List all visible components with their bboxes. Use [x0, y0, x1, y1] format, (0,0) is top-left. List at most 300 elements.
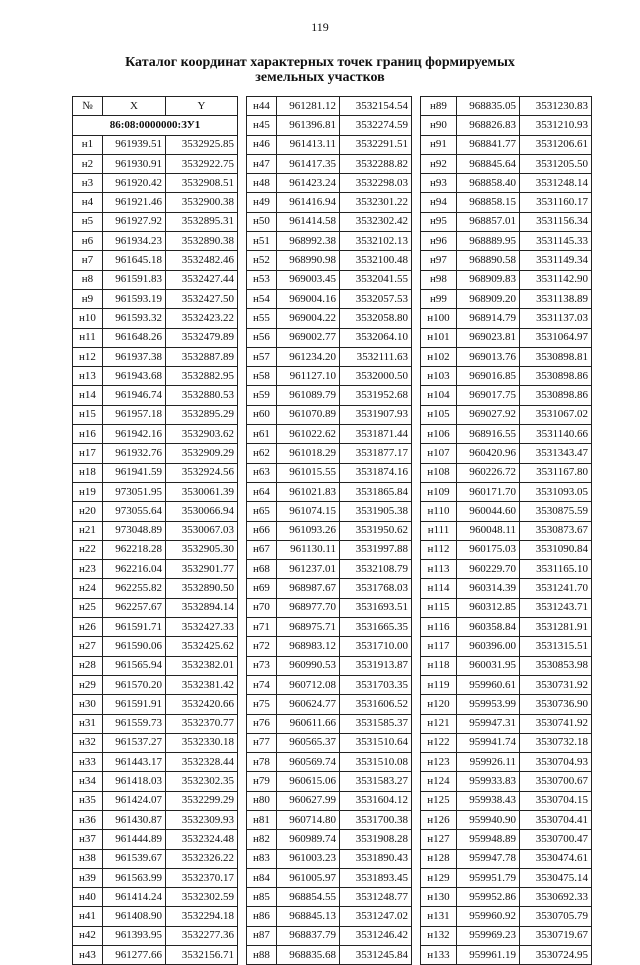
point-number: н73: [247, 656, 277, 675]
y-value: 3530061.39: [166, 482, 238, 501]
y-value: 3531248.14: [520, 174, 592, 193]
y-value: 3532420.66: [166, 695, 238, 714]
point-number: н79: [247, 772, 277, 791]
y-value: 3530724.95: [520, 946, 592, 965]
x-value: 961424.07: [103, 791, 166, 810]
y-value: 3531090.84: [520, 540, 592, 559]
title-line-1: Каталог координат характерных точек границ формируемых: [125, 55, 515, 70]
table-row: [421, 174, 592, 193]
y-value: 3532058.80: [340, 309, 412, 328]
y-value: 3531205.50: [520, 154, 592, 173]
table-row: [421, 907, 592, 926]
y-value: 3532277.36: [166, 926, 238, 945]
table-row: [73, 888, 238, 907]
table-row: [421, 888, 592, 907]
point-number: н45: [247, 116, 277, 135]
x-value: 960714.80: [277, 810, 340, 829]
point-number: н110: [421, 502, 457, 521]
table-row: [247, 174, 412, 193]
x-value: 961591.71: [103, 618, 166, 637]
x-value: 968858.40: [457, 174, 520, 193]
y-value: 3531890.43: [340, 849, 412, 868]
point-number: н70: [247, 598, 277, 617]
table-row: [421, 116, 592, 135]
x-value: 961005.97: [277, 868, 340, 887]
y-value: 3532909.29: [166, 444, 238, 463]
point-number: н24: [73, 579, 103, 598]
y-value: 3531877.17: [340, 444, 412, 463]
point-number: н58: [247, 367, 277, 386]
y-value: 3532330.18: [166, 733, 238, 752]
y-value: 3530719.67: [520, 926, 592, 945]
point-number: н18: [73, 463, 103, 482]
x-value: 961396.81: [277, 116, 340, 135]
table-row: [421, 309, 592, 328]
table-row: [247, 367, 412, 386]
point-number: н2: [73, 154, 103, 173]
y-value: 3530898.86: [520, 386, 592, 405]
x-value: 961022.62: [277, 425, 340, 444]
y-value: 3532370.17: [166, 868, 238, 887]
x-value: 961927.92: [103, 212, 166, 231]
table-row: [73, 695, 238, 714]
x-value: 961015.55: [277, 463, 340, 482]
table-row: [247, 116, 412, 135]
table-row: [421, 733, 592, 752]
x-value: 961946.74: [103, 386, 166, 405]
x-value: 961570.20: [103, 675, 166, 694]
point-number: н108: [421, 463, 457, 482]
x-value: 959947.78: [457, 849, 520, 868]
point-number: н44: [247, 97, 277, 116]
y-value: 3531510.08: [340, 753, 412, 772]
point-number: н63: [247, 463, 277, 482]
table-row: [73, 946, 238, 965]
y-value: 3532324.48: [166, 830, 238, 849]
y-value: 3531703.35: [340, 675, 412, 694]
x-value: 969027.92: [457, 405, 520, 424]
table-row: [421, 656, 592, 675]
x-value: 961559.73: [103, 714, 166, 733]
x-value: 961089.79: [277, 386, 340, 405]
x-value: 961414.58: [277, 212, 340, 231]
x-value: 969004.22: [277, 309, 340, 328]
x-value: 959948.89: [457, 830, 520, 849]
point-number: н77: [247, 733, 277, 752]
point-number: н34: [73, 772, 103, 791]
y-value: 3530700.67: [520, 772, 592, 791]
y-value: 3531997.88: [340, 540, 412, 559]
point-number: н19: [73, 482, 103, 501]
table-row: [247, 675, 412, 694]
point-number: н52: [247, 251, 277, 270]
y-value: 3532111.63: [340, 347, 412, 366]
x-value: 961920.42: [103, 174, 166, 193]
table-row: [247, 946, 412, 965]
table-row: [421, 946, 592, 965]
table-row: [421, 289, 592, 308]
y-value: 3531604.12: [340, 791, 412, 810]
x-value: 961943.68: [103, 367, 166, 386]
header-no: №: [73, 97, 103, 116]
point-number: н64: [247, 482, 277, 501]
x-value: 968841.77: [457, 135, 520, 154]
x-value: 959940.90: [457, 810, 520, 829]
table-row: [73, 135, 238, 154]
table-row: [73, 521, 238, 540]
y-value: 3532102.13: [340, 232, 412, 251]
table-row: [421, 193, 592, 212]
table-row: [73, 560, 238, 579]
table-body-1: [73, 116, 238, 965]
y-value: 3531165.10: [520, 560, 592, 579]
table-row: [421, 695, 592, 714]
y-value: 3532895.29: [166, 405, 238, 424]
y-value: 3532156.71: [166, 946, 238, 965]
x-value: 961408.90: [103, 907, 166, 926]
group-row: [73, 116, 238, 135]
x-value: 959933.83: [457, 772, 520, 791]
point-number: н49: [247, 193, 277, 212]
point-number: н92: [421, 154, 457, 173]
table-row: [421, 386, 592, 405]
point-number: н8: [73, 270, 103, 289]
y-value: 3531248.77: [340, 888, 412, 907]
point-number: н105: [421, 405, 457, 424]
y-value: 3532154.54: [340, 97, 412, 116]
x-value: 960627.99: [277, 791, 340, 810]
y-value: 3531343.47: [520, 444, 592, 463]
point-number: н38: [73, 849, 103, 868]
table-row: [73, 753, 238, 772]
y-value: 3531243.71: [520, 598, 592, 617]
y-value: 3531893.45: [340, 868, 412, 887]
table-row: [247, 753, 412, 772]
table-row: [247, 579, 412, 598]
table-row: [421, 482, 592, 501]
point-number: н126: [421, 810, 457, 829]
y-value: 3532890.50: [166, 579, 238, 598]
y-value: 3532900.38: [166, 193, 238, 212]
y-value: 3531167.80: [520, 463, 592, 482]
y-value: 3532291.51: [340, 135, 412, 154]
y-value: 3532479.89: [166, 328, 238, 347]
table-row: [421, 560, 592, 579]
coordinates-table-2: [246, 96, 412, 965]
x-value: 968975.71: [277, 618, 340, 637]
x-value: 960624.77: [277, 695, 340, 714]
x-value: 959941.74: [457, 733, 520, 752]
table-row: [421, 598, 592, 617]
y-value: 3531865.84: [340, 482, 412, 501]
x-value: 962218.28: [103, 540, 166, 559]
x-value: 968909.83: [457, 270, 520, 289]
table-row: [73, 656, 238, 675]
point-number: н66: [247, 521, 277, 540]
x-value: 968845.13: [277, 907, 340, 926]
table-row: [421, 328, 592, 347]
x-value: 962255.82: [103, 579, 166, 598]
y-value: 3532427.50: [166, 289, 238, 308]
point-number: н119: [421, 675, 457, 694]
y-value: 3531067.02: [520, 405, 592, 424]
table-row: [421, 868, 592, 887]
y-value: 3532925.85: [166, 135, 238, 154]
point-number: н130: [421, 888, 457, 907]
table-row: [247, 463, 412, 482]
header-x: X: [103, 97, 166, 116]
table-row: [73, 637, 238, 656]
x-value: 960990.53: [277, 656, 340, 675]
table-header-row: [73, 97, 238, 116]
point-number: н28: [73, 656, 103, 675]
table-row: [247, 714, 412, 733]
y-value: 3532000.50: [340, 367, 412, 386]
x-value: 959926.11: [457, 753, 520, 772]
point-number: н14: [73, 386, 103, 405]
point-number: н69: [247, 579, 277, 598]
y-value: 3532905.30: [166, 540, 238, 559]
point-number: н82: [247, 830, 277, 849]
x-value: 961237.01: [277, 560, 340, 579]
x-value: 960611.66: [277, 714, 340, 733]
table-row: [247, 444, 412, 463]
y-value: 3530732.18: [520, 733, 592, 752]
y-value: 3532370.77: [166, 714, 238, 733]
x-value: 969013.76: [457, 347, 520, 366]
x-value: 968916.55: [457, 425, 520, 444]
point-number: н86: [247, 907, 277, 926]
y-value: 3531093.05: [520, 482, 592, 501]
x-value: 961942.16: [103, 425, 166, 444]
x-value: 961430.87: [103, 810, 166, 829]
x-value: 960226.72: [457, 463, 520, 482]
table-row: [421, 270, 592, 289]
table-row: [421, 521, 592, 540]
point-number: н84: [247, 868, 277, 887]
table-row: [73, 618, 238, 637]
y-value: 3531137.03: [520, 309, 592, 328]
y-value: 3532326.22: [166, 849, 238, 868]
x-value: 968845.64: [457, 154, 520, 173]
x-value: 959953.99: [457, 695, 520, 714]
x-value: 960229.70: [457, 560, 520, 579]
table-row: [73, 830, 238, 849]
point-number: н122: [421, 733, 457, 752]
table-row: [73, 444, 238, 463]
x-value: 961648.26: [103, 328, 166, 347]
x-value: 960358.84: [457, 618, 520, 637]
x-value: 960396.00: [457, 637, 520, 656]
point-number: н72: [247, 637, 277, 656]
point-number: н75: [247, 695, 277, 714]
y-value: 3532427.44: [166, 270, 238, 289]
table-row: [247, 695, 412, 714]
y-value: 3530705.79: [520, 907, 592, 926]
table-row: [247, 849, 412, 868]
x-value: 959951.79: [457, 868, 520, 887]
table-row: [421, 540, 592, 559]
y-value: 3531871.44: [340, 425, 412, 444]
point-number: н74: [247, 675, 277, 694]
y-value: 3532895.31: [166, 212, 238, 231]
y-value: 3532302.59: [166, 888, 238, 907]
table-row: [421, 618, 592, 637]
x-value: 968858.15: [457, 193, 520, 212]
x-value: 962216.04: [103, 560, 166, 579]
y-value: 3532423.22: [166, 309, 238, 328]
y-value: 3531585.37: [340, 714, 412, 733]
y-value: 3531950.62: [340, 521, 412, 540]
point-number: н90: [421, 116, 457, 135]
y-value: 3532064.10: [340, 328, 412, 347]
y-value: 3531241.70: [520, 579, 592, 598]
point-number: н30: [73, 695, 103, 714]
table-row: [421, 675, 592, 694]
table-row: [73, 482, 238, 501]
x-value: 961423.24: [277, 174, 340, 193]
y-value: 3532887.89: [166, 347, 238, 366]
point-number: н46: [247, 135, 277, 154]
y-value: 3530692.33: [520, 888, 592, 907]
point-number: н101: [421, 328, 457, 347]
point-number: н42: [73, 926, 103, 945]
point-number: н129: [421, 868, 457, 887]
table-row: [73, 270, 238, 289]
table-row: [73, 772, 238, 791]
point-number: н107: [421, 444, 457, 463]
x-value: 969023.81: [457, 328, 520, 347]
x-value: 969017.75: [457, 386, 520, 405]
point-number: н120: [421, 695, 457, 714]
x-value: 961921.46: [103, 193, 166, 212]
x-value: 960175.03: [457, 540, 520, 559]
y-value: 3532309.93: [166, 810, 238, 829]
point-number: н127: [421, 830, 457, 849]
y-value: 3530736.90: [520, 695, 592, 714]
point-number: н133: [421, 946, 457, 965]
table-row: [421, 212, 592, 231]
y-value: 3532299.29: [166, 791, 238, 810]
point-number: н1: [73, 135, 103, 154]
x-value: 968890.58: [457, 251, 520, 270]
point-number: н48: [247, 174, 277, 193]
x-value: 961443.17: [103, 753, 166, 772]
table-row: [421, 926, 592, 945]
table-row: [421, 97, 592, 116]
table-row: [247, 733, 412, 752]
y-value: 3530475.14: [520, 868, 592, 887]
point-number: н99: [421, 289, 457, 308]
y-value: 3530898.81: [520, 347, 592, 366]
y-value: 3531140.66: [520, 425, 592, 444]
table-row: [247, 907, 412, 926]
point-number: н35: [73, 791, 103, 810]
table-row: [73, 309, 238, 328]
point-number: н36: [73, 810, 103, 829]
y-value: 3530875.59: [520, 502, 592, 521]
point-number: н95: [421, 212, 457, 231]
y-value: 3532381.42: [166, 675, 238, 694]
point-number: н23: [73, 560, 103, 579]
table-row: [421, 579, 592, 598]
coordinates-table-3: [420, 96, 592, 965]
point-number: н61: [247, 425, 277, 444]
x-value: 960171.70: [457, 482, 520, 501]
table-row: [421, 232, 592, 251]
table-row: [73, 154, 238, 173]
y-value: 3532894.14: [166, 598, 238, 617]
x-value: 959947.31: [457, 714, 520, 733]
point-number: н60: [247, 405, 277, 424]
table-row: [421, 405, 592, 424]
table-row: [421, 135, 592, 154]
point-number: н76: [247, 714, 277, 733]
y-value: 3531913.87: [340, 656, 412, 675]
point-number: н94: [421, 193, 457, 212]
point-number: н16: [73, 425, 103, 444]
y-value: 3532427.33: [166, 618, 238, 637]
point-number: н32: [73, 733, 103, 752]
point-number: н85: [247, 888, 277, 907]
point-number: н102: [421, 347, 457, 366]
y-value: 3532903.62: [166, 425, 238, 444]
table-row: [247, 772, 412, 791]
point-number: н78: [247, 753, 277, 772]
table-row: [247, 868, 412, 887]
table-row: [247, 482, 412, 501]
x-value: 961934.23: [103, 232, 166, 251]
x-value: 959969.23: [457, 926, 520, 945]
y-value: 3531905.38: [340, 502, 412, 521]
x-value: 969004.16: [277, 289, 340, 308]
y-value: 3530704.93: [520, 753, 592, 772]
y-value: 3532302.35: [166, 772, 238, 791]
point-number: н81: [247, 810, 277, 829]
point-number: н123: [421, 753, 457, 772]
table-row: [73, 289, 238, 308]
table-row: [247, 637, 412, 656]
y-value: 3532425.62: [166, 637, 238, 656]
point-number: н50: [247, 212, 277, 231]
x-value: 960314.39: [457, 579, 520, 598]
point-number: н117: [421, 637, 457, 656]
point-number: н5: [73, 212, 103, 231]
x-value: 961418.03: [103, 772, 166, 791]
x-value: 961277.66: [103, 946, 166, 965]
table-row: [247, 386, 412, 405]
table-row: [421, 849, 592, 868]
y-value: 3531230.83: [520, 97, 592, 116]
table-row: [247, 830, 412, 849]
point-number: н111: [421, 521, 457, 540]
y-value: 3531064.97: [520, 328, 592, 347]
table-row: [73, 810, 238, 829]
table-row: [247, 425, 412, 444]
x-value: 961591.83: [103, 270, 166, 289]
table-row: [73, 502, 238, 521]
point-number: н25: [73, 598, 103, 617]
table-row: [421, 791, 592, 810]
y-value: 3530731.92: [520, 675, 592, 694]
y-value: 3531245.84: [340, 946, 412, 965]
point-number: н20: [73, 502, 103, 521]
x-value: 968914.79: [457, 309, 520, 328]
x-value: 968983.12: [277, 637, 340, 656]
x-value: 959952.86: [457, 888, 520, 907]
y-value: 3530853.98: [520, 656, 592, 675]
header-y: Y: [166, 97, 238, 116]
